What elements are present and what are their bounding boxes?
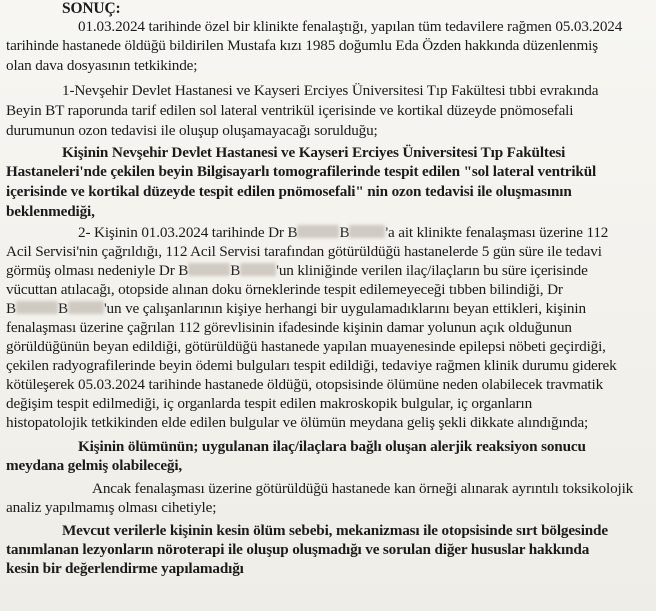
text-line: çekilen radyografilerinde beyin ödemi bulguları tespit edildiği, tedaviye rağmen klinik durumu giderek xyxy=(6,357,617,374)
text-line-bold: Kişinin ölümünün; uygulanan ilaç/ilaçlara bağlı oluşan alerjik reaksiyon sonucu xyxy=(78,438,586,455)
text-line: kötüleşerek 05.03.2024 tarihinde hastanede öldüğü, otopsisinde ölümüne neden olabilecek travmatik xyxy=(6,376,604,393)
text-line: 01.03.2024 tarihinde özel bir klinikte fenalaştığı, yapılan tüm tedavilere rağmen 05.03.2024 xyxy=(78,18,623,35)
redacted-name xyxy=(188,263,230,276)
text-line-bold: Hastaneleri'nde çekilen beyin Bilgisayarlı tomografilerinde tespit edilen "sol lateral ventrikül xyxy=(6,163,597,180)
text-line-bold: meydana gelmiş olabileceği, xyxy=(6,457,183,474)
text-line: 2- Kişinin 01.03.2024 tarihinde Dr B B 'a ait klinikte fenalaşması üzerine 112 xyxy=(78,224,609,241)
text-line: görüldüğünün beyan edildiği, götürüldüğü hastanede yapılan muayenesinde epilepsi nöbeti geçirdiği, xyxy=(6,338,606,355)
text-line: Ancak fenalaşması üzerine götürüldüğü hastanede kan örneği alınarak ayrıntılı toksikolojik xyxy=(92,480,634,497)
redacted-name xyxy=(68,301,104,314)
text-line: görmüş olması nedeniyle Dr B B 'un kliniğinde verilen ilaç/ilaçların bu süre içerisinde xyxy=(6,262,588,279)
text-line: analiz yapılmamış olması cihetiyle; xyxy=(6,499,217,516)
redacted-name xyxy=(297,225,339,238)
text-line: durumunun ozon tedavisi ile oluşup oluşamayacağı sorulduğu; xyxy=(6,122,378,139)
text-line-bold: tanımlanan lezyonların nöroterapi ile oluşup oluşmadığı ve sorulan diğer hususlar hakkında xyxy=(6,541,590,558)
text-line-bold: içerisinde ve kortikal düzeyde tespit edilen pnömosefali" nin ozon tedavisi ile oluşmasının xyxy=(6,183,572,200)
section-title: SONUÇ: xyxy=(62,0,121,17)
text-line-bold: Kişinin Nevşehir Devlet Hastanesi ve Kayseri Erciyes Üniversitesi Tıp Fakültesi xyxy=(62,144,566,161)
text-line: vücuttan atılacağı, otopside alınan doku örneklerinde tespit edilemeyeceği tıbben bilindiği, Dr xyxy=(6,281,563,298)
text-line: fenalaşması üzerine çağrılan 112 görevlisinin ifadesinde kişinin damar yolunun açık olduğunun xyxy=(6,319,572,336)
redacted-name xyxy=(349,225,385,238)
text-line-bold: beklenmediği, xyxy=(6,203,95,220)
text-line: Beyin BT raporunda tarif edilen sol lateral ventrikül içerisinde ve kortikal düzeyde pnömosefali xyxy=(6,102,574,119)
text-line: 1-Nevşehir Devlet Hastanesi ve Kayseri Erciyes Üniversitesi Tıp Fakültesi tıbbi evrakında xyxy=(62,82,599,99)
text-line: Acil Servisi'nin çağrıldığı, 112 Acil Servisi tarafından götürüldüğü hastanelerde 5 gün süre ile tedavi xyxy=(6,243,602,260)
text-line-bold: Mevcut verilerle kişinin kesin ölüm sebebi, mekanizması ile otopsisinde sırt bölgesinde xyxy=(62,522,608,539)
text-line: tarihinde hastanede öldüğü bildirilen Mustafa kızı 1985 doğumlu Eda Özden hakkında düzenlenmiş xyxy=(6,37,598,54)
redacted-name xyxy=(240,263,276,276)
text-line-bold: kesin bir değerlendirme yapılamadığı xyxy=(6,560,244,577)
text-line: B B 'un ve çalışanlarının kişiye herhangi bir uygulamadıklarını beyan ettikleri, kişinin xyxy=(6,300,586,317)
text-line: olan dava dosyasının tetkikinde; xyxy=(6,57,198,74)
text-line: histopatolojik tetkikinden elde edilen bulgular ve ölümün meydana geliş şekli dikkate alındığında; xyxy=(6,414,589,431)
redacted-name xyxy=(16,301,58,314)
text-line: değişim tespit edilmediği, iç organlarda tespit edilen makroskopik bulgular, iç organların xyxy=(6,395,533,412)
